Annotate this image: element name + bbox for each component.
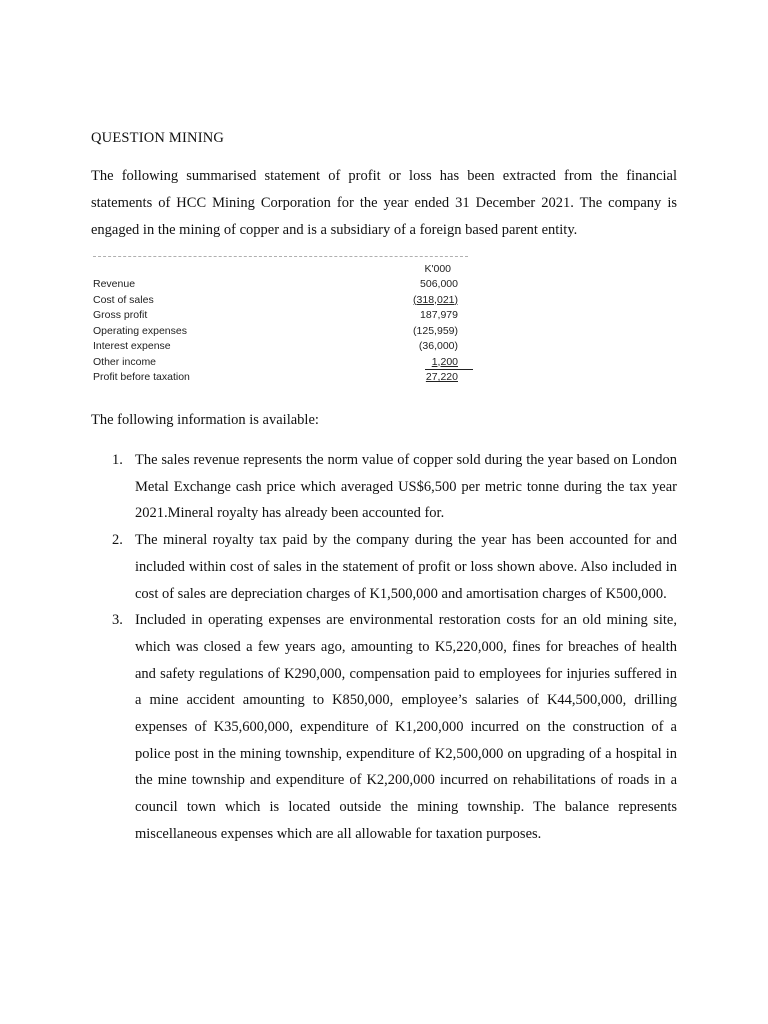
statement-label: Cost of sales xyxy=(93,293,154,306)
statement-value: (318,021) xyxy=(413,293,458,306)
statement-value: 187,979 xyxy=(420,309,458,321)
statement-row-profit-before-taxation xyxy=(93,371,458,386)
list-item xyxy=(91,607,677,847)
list-item-number: 3. xyxy=(112,612,123,629)
statement-total-rule xyxy=(425,369,473,370)
statement-value: 506,000 xyxy=(420,278,458,290)
statement-top-rule xyxy=(93,256,468,257)
available-info-heading: The following information is available: xyxy=(91,412,319,428)
statement-label: Operating expenses xyxy=(93,324,187,337)
question-heading: QUESTION MINING xyxy=(91,130,225,146)
list-item-number: 2. xyxy=(112,532,123,549)
statement-row-gross-profit xyxy=(93,309,458,324)
profit-loss-statement xyxy=(93,256,473,386)
statement-value: 1,200 xyxy=(431,355,458,368)
statement-label: Revenue xyxy=(93,278,136,290)
statement-row-cost-of-sales xyxy=(93,294,458,309)
statement-row-interest-expense xyxy=(93,340,458,355)
list-item-text: Included in operating expenses are environmental restoration costs for an old mining site, which was closed a few years ago, amounting to K5,220,000, fines for breaches of health and safety regulations of K290,000, compensation paid to employees for injuries suffered in a mine accident amounting to K850,000, employee’s salaries of K44,500,000, drilling expenses of K35,600,000, expenditure of K1,200,000 incurred on the construction of a police post in the mining township, expenditure of K2,500,000 on upgrading of a hospital in the mine township and expenditure of K2,200,000 incurred on rehabilitations of roads in a council town which is located outside the mining township. The balance represents miscellaneous expenses which are all allowable for taxation purposes. xyxy=(135,612,677,842)
statement-label: Profit before taxation xyxy=(93,371,190,383)
statement-value: 27,220 xyxy=(425,371,458,383)
list-item-text: The mineral royalty tax paid by the company during the year has been accounted for and included within cost of sales in the statement of profit or loss shown above. Also included in cost of sales are depreciation charges of K1,500,000 and amortisation charges of K500,000. xyxy=(135,532,677,602)
statement-value: (36,000) xyxy=(418,340,458,352)
list-item xyxy=(91,527,677,607)
list-item-number: 1. xyxy=(112,452,123,468)
statement-row-revenue xyxy=(93,278,458,293)
statement-label: Other income xyxy=(93,355,157,368)
information-list xyxy=(91,447,677,848)
list-item xyxy=(91,447,677,527)
statement-label: Interest expense xyxy=(93,340,171,352)
statement-row-operating-expenses xyxy=(93,325,458,340)
list-item-text: The sales revenue represents the norm value of copper sold during the year based on London Metal Exchange cash price which averaged US$6,500 per metric tonne during the tax year 2021.Mineral royalty has already been accounted for. xyxy=(135,452,677,522)
statement-unit-header: K'000 xyxy=(424,263,451,275)
statement-value: (125,959) xyxy=(413,324,458,337)
statement-label: Gross profit xyxy=(93,309,148,321)
intro-paragraph: The following summarised statement of profit or loss has been extracted from the financial statements of HCC Mining Corporation for the year ended 31 December 2021. The company is engaged in the mining of copper and is a subsidiary of a foreign based parent entity. xyxy=(91,168,677,238)
statement-row-other-income xyxy=(93,356,458,371)
